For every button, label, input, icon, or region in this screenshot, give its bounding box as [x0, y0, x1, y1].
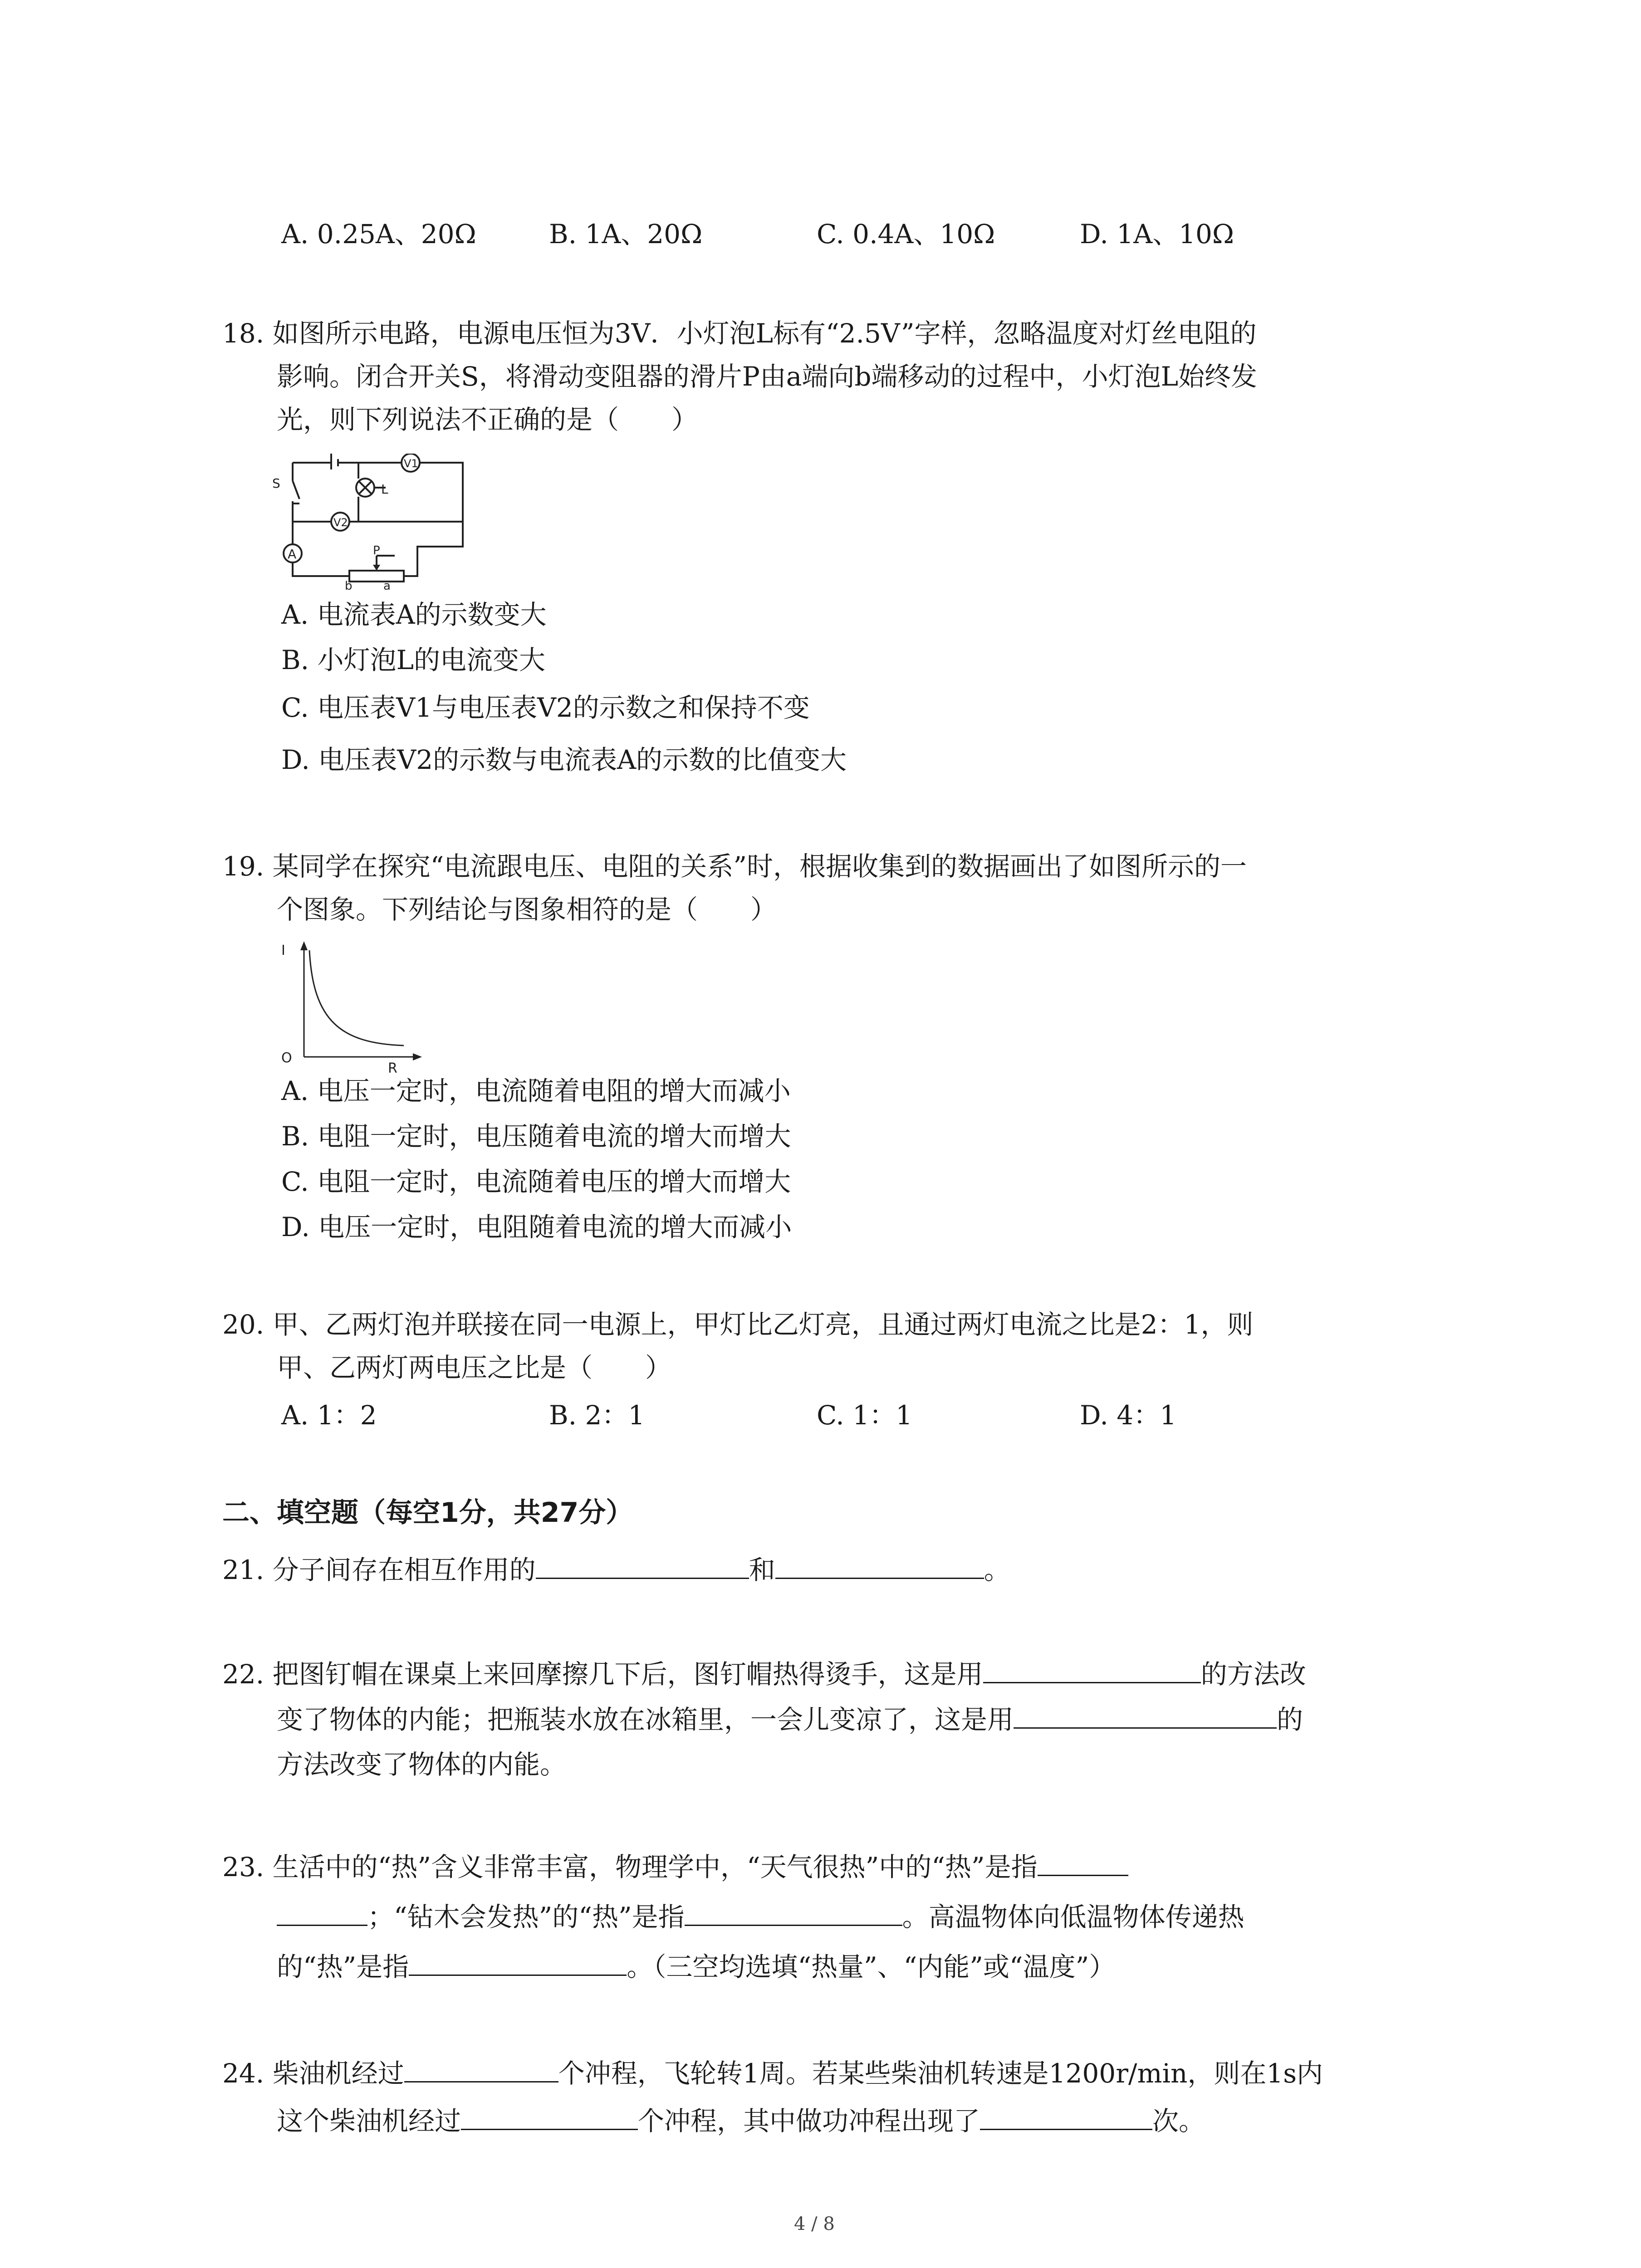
q19-option-c: C. 电阻一定时，电流随着电压的增大而增大 [281, 1166, 791, 1197]
q22-line1 [222, 1656, 1306, 1692]
q20-stem-line1: 20. 甲、乙两灯泡并联接在同一电源上，甲灯比乙灯亮，且通过两灯电流之比是2：1，则 [222, 1309, 1254, 1340]
q18-label-b: b [345, 579, 353, 590]
q17-option-c: C. 0.4A、10Ω [817, 219, 995, 249]
q24-text-2: 个冲程，飞轮转1周。若某些柴油机转速是1200r/min，则在1s内 [558, 2058, 1323, 2089]
q19-axis-label-i: I [281, 943, 285, 958]
q18-stem-line1: 18. 如图所示电路，电源电压恒为3V．小灯泡L标有“2.5V”字样，忽略温度对灯丝电阻的 [222, 318, 1257, 349]
q22-text-4: 的 [1277, 1704, 1303, 1735]
q21-blank-2[interactable] [775, 1551, 984, 1579]
q19-stem-line2: 个图象。下列结论与图象相符的是（ ） [277, 894, 777, 925]
q23-text-1: 23. 生活中的“热”含义非常丰富，物理学中，“天气很热”中的“热”是指 [222, 1852, 1038, 1882]
q23-line1 [222, 1848, 1128, 1885]
q23-blank-2[interactable] [685, 1898, 902, 1926]
q18-stem-line2: 影响。闭合开关S，将滑动变阻器的滑片P由a端向b端移动的过程中，小灯泡L始终发 [277, 361, 1257, 392]
q21-line [222, 1551, 1010, 1588]
q18-option-d: D. 电压表V2的示数与电流表A的示数的比值变大 [281, 744, 847, 775]
q22-blank-1[interactable] [983, 1656, 1201, 1683]
q24-text-3: 这个柴油机经过 [277, 2106, 461, 2136]
q22-text-1: 22. 把图钉帽在课桌上来回摩擦几下后，图钉帽热得烫手，这是用 [222, 1659, 983, 1690]
q24-line1 [222, 2055, 1323, 2092]
section-heading-fill-in: 二、填空题（每空1分，共27分） [222, 1497, 633, 1529]
q21-text-1: 21. 分子间存在相互作用的 [222, 1554, 536, 1585]
q19-option-a: A. 电压一定时，电流随着电阻的增大而减小 [281, 1075, 791, 1106]
q21-text-3: 。 [984, 1554, 1010, 1585]
q19-origin-label: O [281, 1050, 292, 1066]
q17-option-b: B. 1A、20Ω [549, 219, 703, 249]
q20-option-a: A. 1：2 [281, 1400, 377, 1431]
q23-blank-1a[interactable] [1038, 1848, 1128, 1876]
q21-text-2: 和 [749, 1554, 775, 1585]
q20-option-c: C. 1：1 [817, 1400, 912, 1431]
q18-label-a: A [288, 547, 297, 562]
q17-option-a: A. 0.25A、20Ω [281, 219, 476, 249]
q24-blank-3[interactable] [980, 2102, 1152, 2130]
q24-blank-1[interactable] [404, 2055, 558, 2082]
q23-text-2: ；“钻木会发热”的“热”是指 [367, 1901, 685, 1932]
q18-option-b: B. 小灯泡L的电流变大 [281, 645, 546, 675]
q18-stem-line3: 光，则下列说法不正确的是（ ） [277, 404, 698, 435]
q19-option-b: B. 电阻一定时，电压随着电流的增大而增大 [281, 1121, 791, 1152]
q24-text-5: 次。 [1152, 2106, 1205, 2136]
q21-blank-1[interactable] [536, 1551, 749, 1579]
q19-axis-label-r: R [388, 1061, 397, 1075]
page-number: 4 / 8 [794, 2214, 835, 2234]
q22-text-2: 的方法改 [1200, 1659, 1306, 1690]
q24-text-4: 个冲程，其中做功冲程出现了 [638, 2106, 980, 2136]
q22-text-5: 方法改变了物体的内能。 [277, 1749, 567, 1780]
q18-circuit-diagram [272, 454, 481, 590]
q20-option-b: B. 2：1 [549, 1400, 645, 1431]
q18-label-v1: V1 [404, 457, 418, 470]
q23-text-4: 的“热”是指 [277, 1951, 409, 1982]
q23-line3 [277, 1948, 1115, 1985]
q20-stem-line2: 甲、乙两灯两电压之比是（ ） [277, 1352, 672, 1383]
q17-option-d: D. 1A、10Ω [1080, 219, 1234, 249]
q18-label-l: L [381, 482, 388, 497]
q18-label-a-end: a [383, 579, 391, 590]
q19-stem-line1: 19. 某同学在探究“电流跟电压、电阻的关系”时，根据收集到的数据画出了如图所示的一 [222, 851, 1247, 882]
q18-label-p: P [373, 544, 380, 557]
q18-option-a: A. 电流表A的示数变大 [281, 599, 547, 630]
q23-blank-1b[interactable] [277, 1898, 367, 1926]
q18-option-c: C. 电压表V1与电压表V2的示数之和保持不变 [281, 692, 810, 723]
q22-blank-2[interactable] [1014, 1701, 1277, 1729]
q24-line2 [277, 2102, 1205, 2139]
q19-option-d: D. 电压一定时，电阻随着电流的增大而减小 [281, 1212, 792, 1242]
q23-text-5: 。（三空均选填“热量”、“内能”或“温度”） [627, 1951, 1116, 1982]
q20-option-d: D. 4：1 [1080, 1400, 1177, 1431]
q24-blank-2[interactable] [461, 2102, 638, 2130]
q18-label-s: S [272, 476, 280, 491]
q23-blank-3[interactable] [409, 1948, 627, 1976]
q23-text-3: 。高温物体向低温物体传递热 [902, 1901, 1244, 1932]
q19-graph [272, 939, 426, 1075]
q23-line2 [277, 1898, 1244, 1935]
q18-label-v2: V2 [333, 516, 348, 529]
q22-text-3: 变了物体的内能；把瓶装水放在冰箱里，一会儿变凉了，这是用 [277, 1704, 1014, 1735]
q24-text-1: 24. 柴油机经过 [222, 2058, 404, 2089]
q22-line2 [277, 1701, 1303, 1738]
